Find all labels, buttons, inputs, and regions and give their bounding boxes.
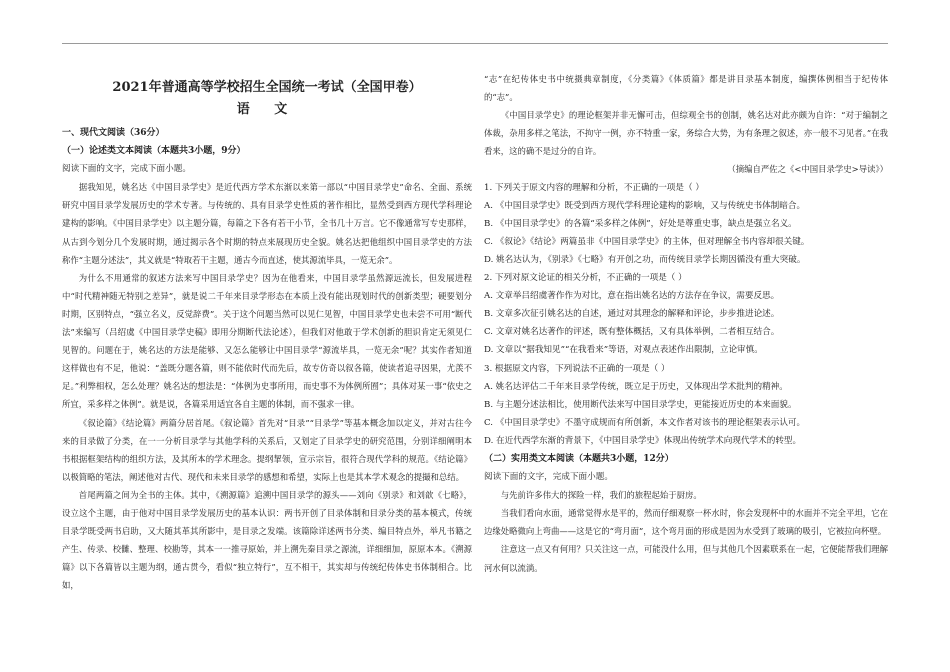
question-3: 3. 根据原文内容，下列说法不正确的一项是（ ） xyxy=(484,363,670,374)
question-3-option-d: D. 在近代西学东渐的背景下，《中国目录学史》体现出传统学术向现代学术的转型。 xyxy=(484,435,802,446)
question-2-option-b: B. 文章多次征引姚名达的自述，通过对其理念的解释和评论，步步推进论述。 xyxy=(484,309,780,320)
passage-paragraph-6: 《中国目录学史》的理论框架并非无懈可击，但综观全书的创制，姚名达对此亦颇为自许：“对于编制之体裁，杂用多样之笔法，不拘守一例，亦不特重一家，务综合大势，为有条理之叙述，亦一般不习见者。”在我看来，这的确不是过分的自许。 xyxy=(484,110,888,157)
exam-title: 2021年普通高等学校招生全国统一考试（全国甲卷） xyxy=(112,80,422,95)
passage-paragraph-4: 首尾两篇之间为全书的主体。其中，《溯源篇》追溯中国目录学的源头——刘向《别录》和刘歆《七略》，设立这个主题，由于他对中国目录学发展历史的基本认识：两书开创了目录体制和目录分类的基本模式，传统目录学既受两书启助，又大随其革其所影中，是目录之发端。该篇除详述两书分类、编目特点外，举凡书籍之产生、传录、校雠、整理、校勘等，其本一一推寻原始，并上溯先秦目录之源流，详细细加，原原本本。《溯源篇》以下各篇皆以主题为纲，通古贯今，看似“独立特行”，互不相干，其实却与传统纪传体史书体制相合。比如， xyxy=(62,489,472,591)
story-paragraph-2: 当我们看向水面，通常觉得水是平的，然而仔细观察一杯水时，你会发现杯中的水面并不完全平坦，它在边缘处略微向上弯曲——这是它的“弯月面”，这个弯月面的形成是因为水受到了玻璃的吸引，它被拉向杯壁。 xyxy=(484,508,888,537)
header-rule xyxy=(62,43,888,44)
story-paragraph-1: 与先前许多伟大的探险一样，我们的旅程起始于厨房。 xyxy=(500,490,702,501)
story-paragraph-3: 注意这一点又有何用？只关注这一点，可能没什么用，但与其他几个因素联系在一起，它便能帮我们理解河水何以流淌。 xyxy=(484,544,888,573)
question-3-option-a: A. 姚名达评估二千年来目录学传统，既立足于历史，又体现出学术批判的精神。 xyxy=(484,381,788,392)
passage-paragraph-3: 《叙论篇》《结论篇》两篇分居首尾。《叙论篇》首先对“目录”“目录学”等基本概念加以定义，并对古往今来的目录做了分类，在一一分析目录学与其他学科的关系后，又划定了目录学史的研究范围，分别详细阐明本书根据框架结构的组织方法，及其所本的学术理念。提纲挈领，宣示宗旨，很符合现代学科的规范。《结论篇》以极简略的笔法，阐述他对古代、现代和未来目录学的感想和希望，实际上也是其本学术观念的提撮和总结。 xyxy=(62,417,472,482)
question-1-option-a: A. 《中国目录学史》既受到西方现代学科理论建构的影响，又与传统史书体制暗合。 xyxy=(484,200,806,211)
left-column xyxy=(62,70,472,594)
section-heading-1: 一、现代文阅读（36分） xyxy=(62,128,165,138)
subsection-heading-2: （二）实用类文本阅读（本题共3小题，12分） xyxy=(484,453,674,464)
question-3-option-b: B. 与主题分述法相比，使用断代法来写中国目录学史，更能接近历史的本来面貌。 xyxy=(484,399,797,410)
passage-paragraph-2: 为什么不用通常的叙述方法来写中国目录学史？因为在他看来，中国目录学虽然源远流长，但发展进程中“时代精神随无特别之差异”，就是说二千年来目录学形态在本质上没有能出现划时代的创新类型；硬要划分时期，区别特点，“强立名义，反觉辞费”。关于这个问题当然可以见仁见智，中国目录学史也未尝不可用“断代法”来编写（吕绍虞《中国目录学史稿》即用分期断代法论述），但我们对他敢于学术创新的胆识肯定无须见仁见智的。问题在于，姚名达的方法是能够、又怎么能够让中国目录学“源流毕具，一览无余”呢？其实作者知道这样做也有不足，他说：“盖既分题各篇，则不能依时代而先后，故专仿奇以叙各篇，使读者追寻因果，尤羡不足。”利弊相权，怎么处理？姚名达的想法是：“体例为史事所用，而史事不为体例所囿”；具体对某一事“依史之所宜，采多样之体例”。就是说，各篇采用适宜各自主题的体制，而不强求一律。 xyxy=(62,272,472,410)
reading-instruction-1: 阅读下面的文字，完成下面小题。 xyxy=(62,164,191,175)
question-1-option-d: D. 姚名达认为，《别录》《七略》有开创之功，而传统目录学长期因循没有重大突破。 xyxy=(484,254,806,265)
question-1-option-c: C. 《叙论》《结论》两篇虽非《中国目录学史》的主体，但对理解全书内容却很关键。 xyxy=(484,236,810,247)
question-1: 1. 下列关于原文内容的理解和分析，不正确的一项是（ ） xyxy=(484,182,704,193)
passage-paragraph-5: “志”在纪传体史书中统摄典章制度，《分类篇》《体质篇》都是讲目录基本制度，编撰体例相当于纪传体的“志”。 xyxy=(484,74,888,103)
subsection-heading-1: （一）论述类文本阅读（本题共3小题，9分） xyxy=(62,146,246,157)
exam-subject: 语 文 xyxy=(236,102,298,117)
question-2: 2. 下列对原文论证的相关分析，不正确的一项是（ ） xyxy=(484,273,687,284)
question-3-option-c: C. 《中国目录学史》不墨守成规而有所创新，本文作者对该书的理论框架表示认可。 xyxy=(484,417,806,428)
passage-paragraph-1: 据我知见，姚名达《中国目录学史》是近代西方学术东渐以来第一部以“中国目录学史”命名、全面、系统研究中国目录学发展历史的学术专著。与传统的、具有目录学史性质的著作相比，显然受到西方现代学科理论建构的影响。《中国目录学史》以主题分篇，每篇之下各有若干小节，全书几十万言。它不像通常写专史那样，从古到今划分几个发展时期，通过揭示各个时期的特点来展现历史全貌。姚名达把他组织中国目录学史的方法称作“主题分述法”，其义就是“特取若干主题，通古今而直述，使其源流毕具，一览无余”。 xyxy=(62,182,472,265)
passage-source: （摘编自严佐之《<中国目录学史>导读》） xyxy=(727,164,888,175)
right-column xyxy=(484,70,888,577)
question-1-option-b: B. 《中国目录学史》的各篇“采多样之体例”，好处是尊重史事，缺点是强立名义。 xyxy=(484,218,797,229)
question-2-option-d: D. 文章以“据我知见”“在我看来”等语，对观点表述作出限制，立论审慎。 xyxy=(484,345,763,356)
question-2-option-a: A. 文章举吕绍虞著作作为对比，意在指出姚名达的方法存在争议，需要反思。 xyxy=(484,291,780,302)
reading-instruction-2: 阅读下面的文字，完成下面小题。 xyxy=(484,472,613,483)
question-2-option-c: C. 文章对姚名达著作的评述，既有整体概括，又有具体举例，二者相互结合。 xyxy=(484,327,780,338)
